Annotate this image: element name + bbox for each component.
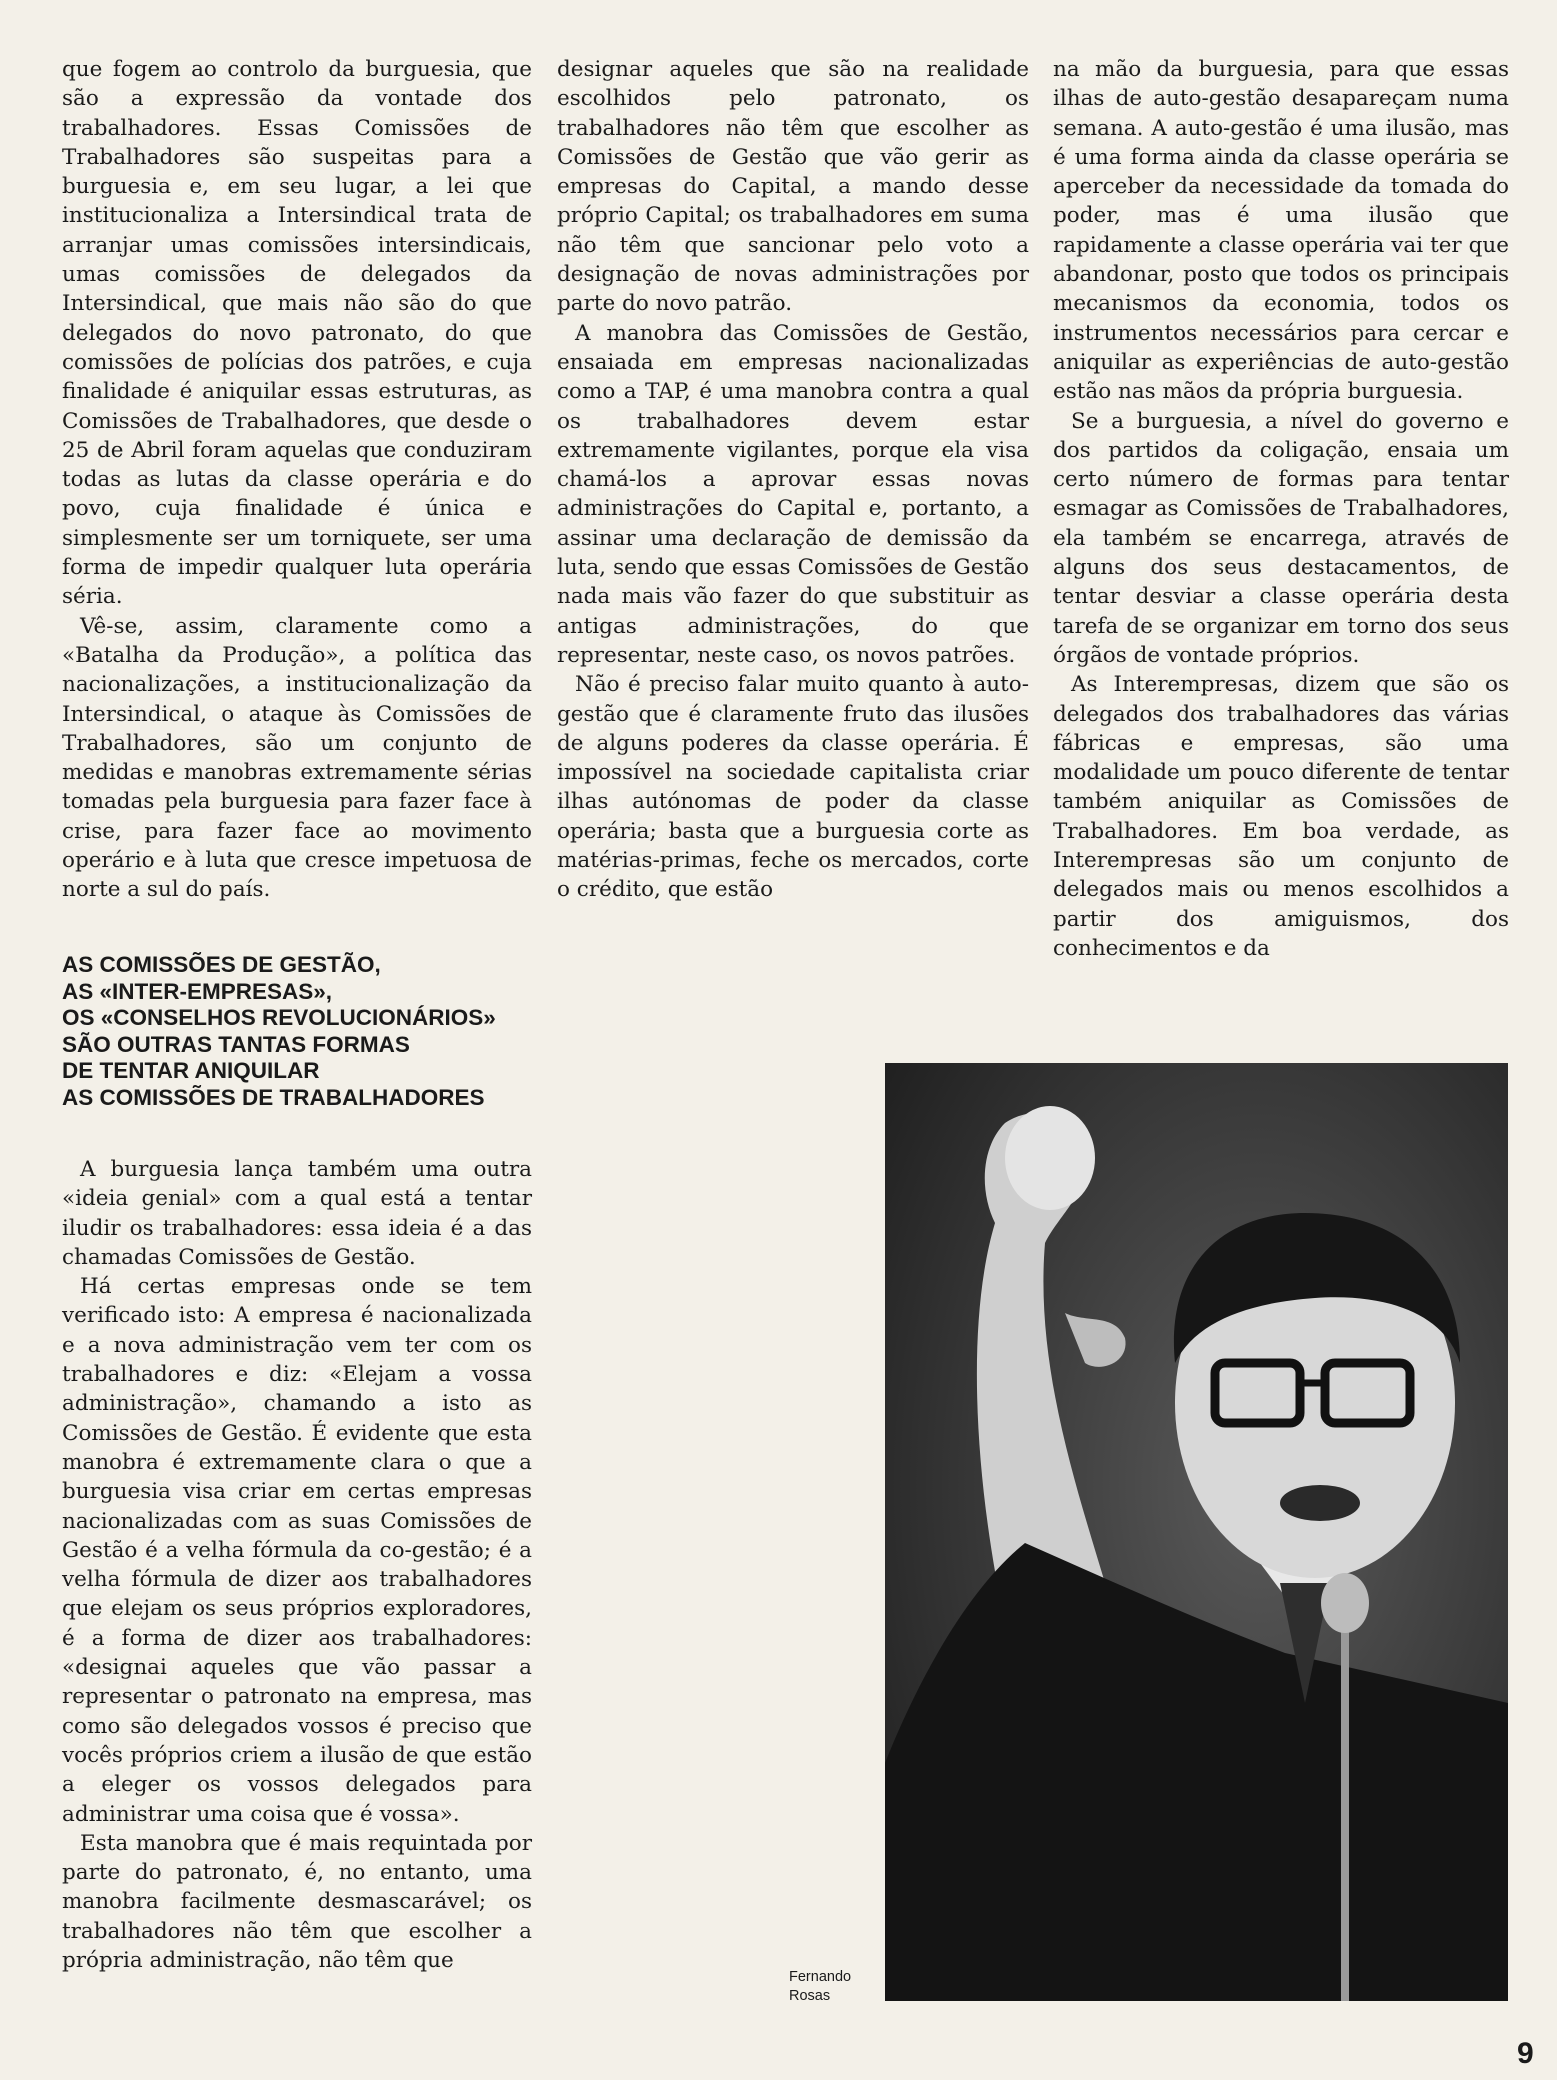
paragraph: Se a burguesia, a nível do governo e dos partidos da coligação, ensaia um certo número de formas para tentar esmagar as Comissões de Trabalhadores, ela também se encarrega, através de alguns dos seus destacamentos, de tentar desviar a classe operária desta tarefa de se organizar em torno dos seus órgãos de vontade próprios. xyxy=(1053,408,1509,668)
paragraph: Esta manobra que é mais requintada por parte do patronato, é, no entanto, uma manobra facilmente desmascarável; os trabalhadores não têm que escolher a própria administração, não têm que xyxy=(62,1830,532,1974)
heading-line: DE TENTAR ANIQUILAR xyxy=(62,1058,320,1083)
paragraph: As Interempresas, dizem que são os delegados dos trabalhadores das várias fábricas e empresas, são uma modalidade um pouco diferente de tentar também aniquilar as Comissões de Trabalhadores. Em boa verdade, as Interempresas são um conjunto de delegados mais ou menos escolhidos a partir dos amiguismos, dos conhecimentos e da xyxy=(1053,672,1509,961)
heading-line: SÃO OUTRAS TANTAS FORMAS xyxy=(62,1031,410,1057)
speaker-photo xyxy=(885,1063,1508,2001)
paragraph: A burguesia lança também uma outra «ideia genial» com a qual está a tentar iludir os trabalhadores: essa ideia é a das chamadas Comissões de Gestão. xyxy=(62,1157,532,1270)
photo-caption xyxy=(789,1968,879,2006)
column-1-bottom xyxy=(62,1155,532,1975)
paragraph: na mão da burguesia, para que essas ilhas de auto-gestão desapareçam numa semana. A auto-gestão é uma ilusão, mas é uma forma ainda da classe operária se aperceber da necessidade da tomada do poder, mas é uma ilusão que rapidamente a classe operária vai ter que abandonar, posto que todos os principais mecanismos da economia, todos os instrumentos necessários para cercar e aniquilar as experiências de auto-gestão estão nas mãos da própria burguesia. xyxy=(1053,57,1509,405)
column-1-top xyxy=(62,55,532,905)
paragraph: que fogem ao controlo da burguesia, que são a expressão da vontade dos trabalhadores. Essas Comissões de Trabalhadores são suspeitas para a burguesia e, em seu lugar, a lei que institucionaliza a Intersindical trata de arranjar umas comissões intersindicais, umas comissões de delegados da Intersindical, que mais não são do que delegados do novo patronato, do que comissões de polícias dos patrões, e cuja finalidade é aniquilar essas estruturas, as Comissões de Trabalhadores, que desde o 25 de Abril foram aquelas que conduziram todas as lutas da classe operária e do povo, cuja finalidade é única e simplesmente ser um torniquete, ser uma forma de impedir qualquer luta operária séria. xyxy=(62,57,532,610)
paragraph: Vê-se, assim, claramente como a «Batalha da Produção», a política das nacionalizações, a institucionalização da Intersindical, o ataque às Comissões de Trabalhadores, são um conjunto de medidas e manobras extremamente sérias tomadas pela burguesia para fazer face à crise, para fazer face ao movimento operário e à luta que cresce impetuosa de norte a sul do país. xyxy=(62,613,532,903)
column-3 xyxy=(1053,55,1509,963)
paragraph: Há certas empresas onde se tem verificado isto: A empresa é nacionalizada e a nova administração vem ter com os trabalhadores e diz: «Elejam a vossa administração», chamando a isto as Comissões de Gestão. É evidente que esta manobra é extremamente clara o que a burguesia visa criar em certas empresas nacionalizadas com as suas Comissões de Gestão é a velha fórmula da co-gestão; é a velha fórmula de dizer aos trabalhadores que elejam os seus próprios exploradores, é a forma de dizer aos trabalhadores: «designai aqueles que vão passar a representar o patronato na empresa, mas como são delegados vossos é preciso que vocês próprios criem a ilusão de que estão a eleger os vossos delegados para administrar uma coisa que é vossa». xyxy=(62,1274,532,1827)
section-heading xyxy=(62,952,537,1111)
page-number: 9 xyxy=(1517,2037,1534,2070)
heading-line: AS «INTER-EMPRESAS», xyxy=(62,978,333,1004)
heading-line: OS «CONSELHOS REVOLUCIONÁRIOS» xyxy=(62,1005,496,1030)
caption-line: Rosas xyxy=(789,1988,831,2004)
heading-line: AS COMISSÕES DE GESTÃO, xyxy=(62,952,381,977)
caption-line: Fernando xyxy=(789,1969,852,1985)
column-2 xyxy=(557,55,1029,905)
paragraph: designar aqueles que são na realidade escolhidos pelo patronato, os trabalhadores não têm que escolher as Comissões de Gestão que vão gerir as empresas do Capital, a mando desse próprio Capital; os trabalhadores em suma não têm que sancionar pelo voto a designação de novas administrações por parte do novo patrão. xyxy=(557,57,1029,317)
speaker-photo-illustration xyxy=(885,1063,1508,2001)
paragraph: A manobra das Comissões de Gestão, ensaiada em empresas nacionalizadas como a TAP, é uma manobra contra a qual os trabalhadores devem estar extremamente vigilantes, porque ela visa chamá-los a aprovar essas novas administrações do Capital e, portanto, a assinar uma declaração de demissão da luta, sendo que essas Comissões de Gestão nada mais vão fazer do que substituir as antigas administrações, do que representar, neste caso, os novos patrões. xyxy=(557,320,1029,668)
heading-line: AS COMISSÕES DE TRABALHADORES xyxy=(62,1084,485,1110)
paragraph: Não é preciso falar muito quanto à auto-gestão que é claramente fruto das ilusões de alguns poderes da classe operária. É impossível na sociedade capitalista criar ilhas autónomas de poder da classe operária; basta que a burguesia corte as matérias-primas, feche os mercados, corte o crédito, que estão xyxy=(557,672,1029,903)
